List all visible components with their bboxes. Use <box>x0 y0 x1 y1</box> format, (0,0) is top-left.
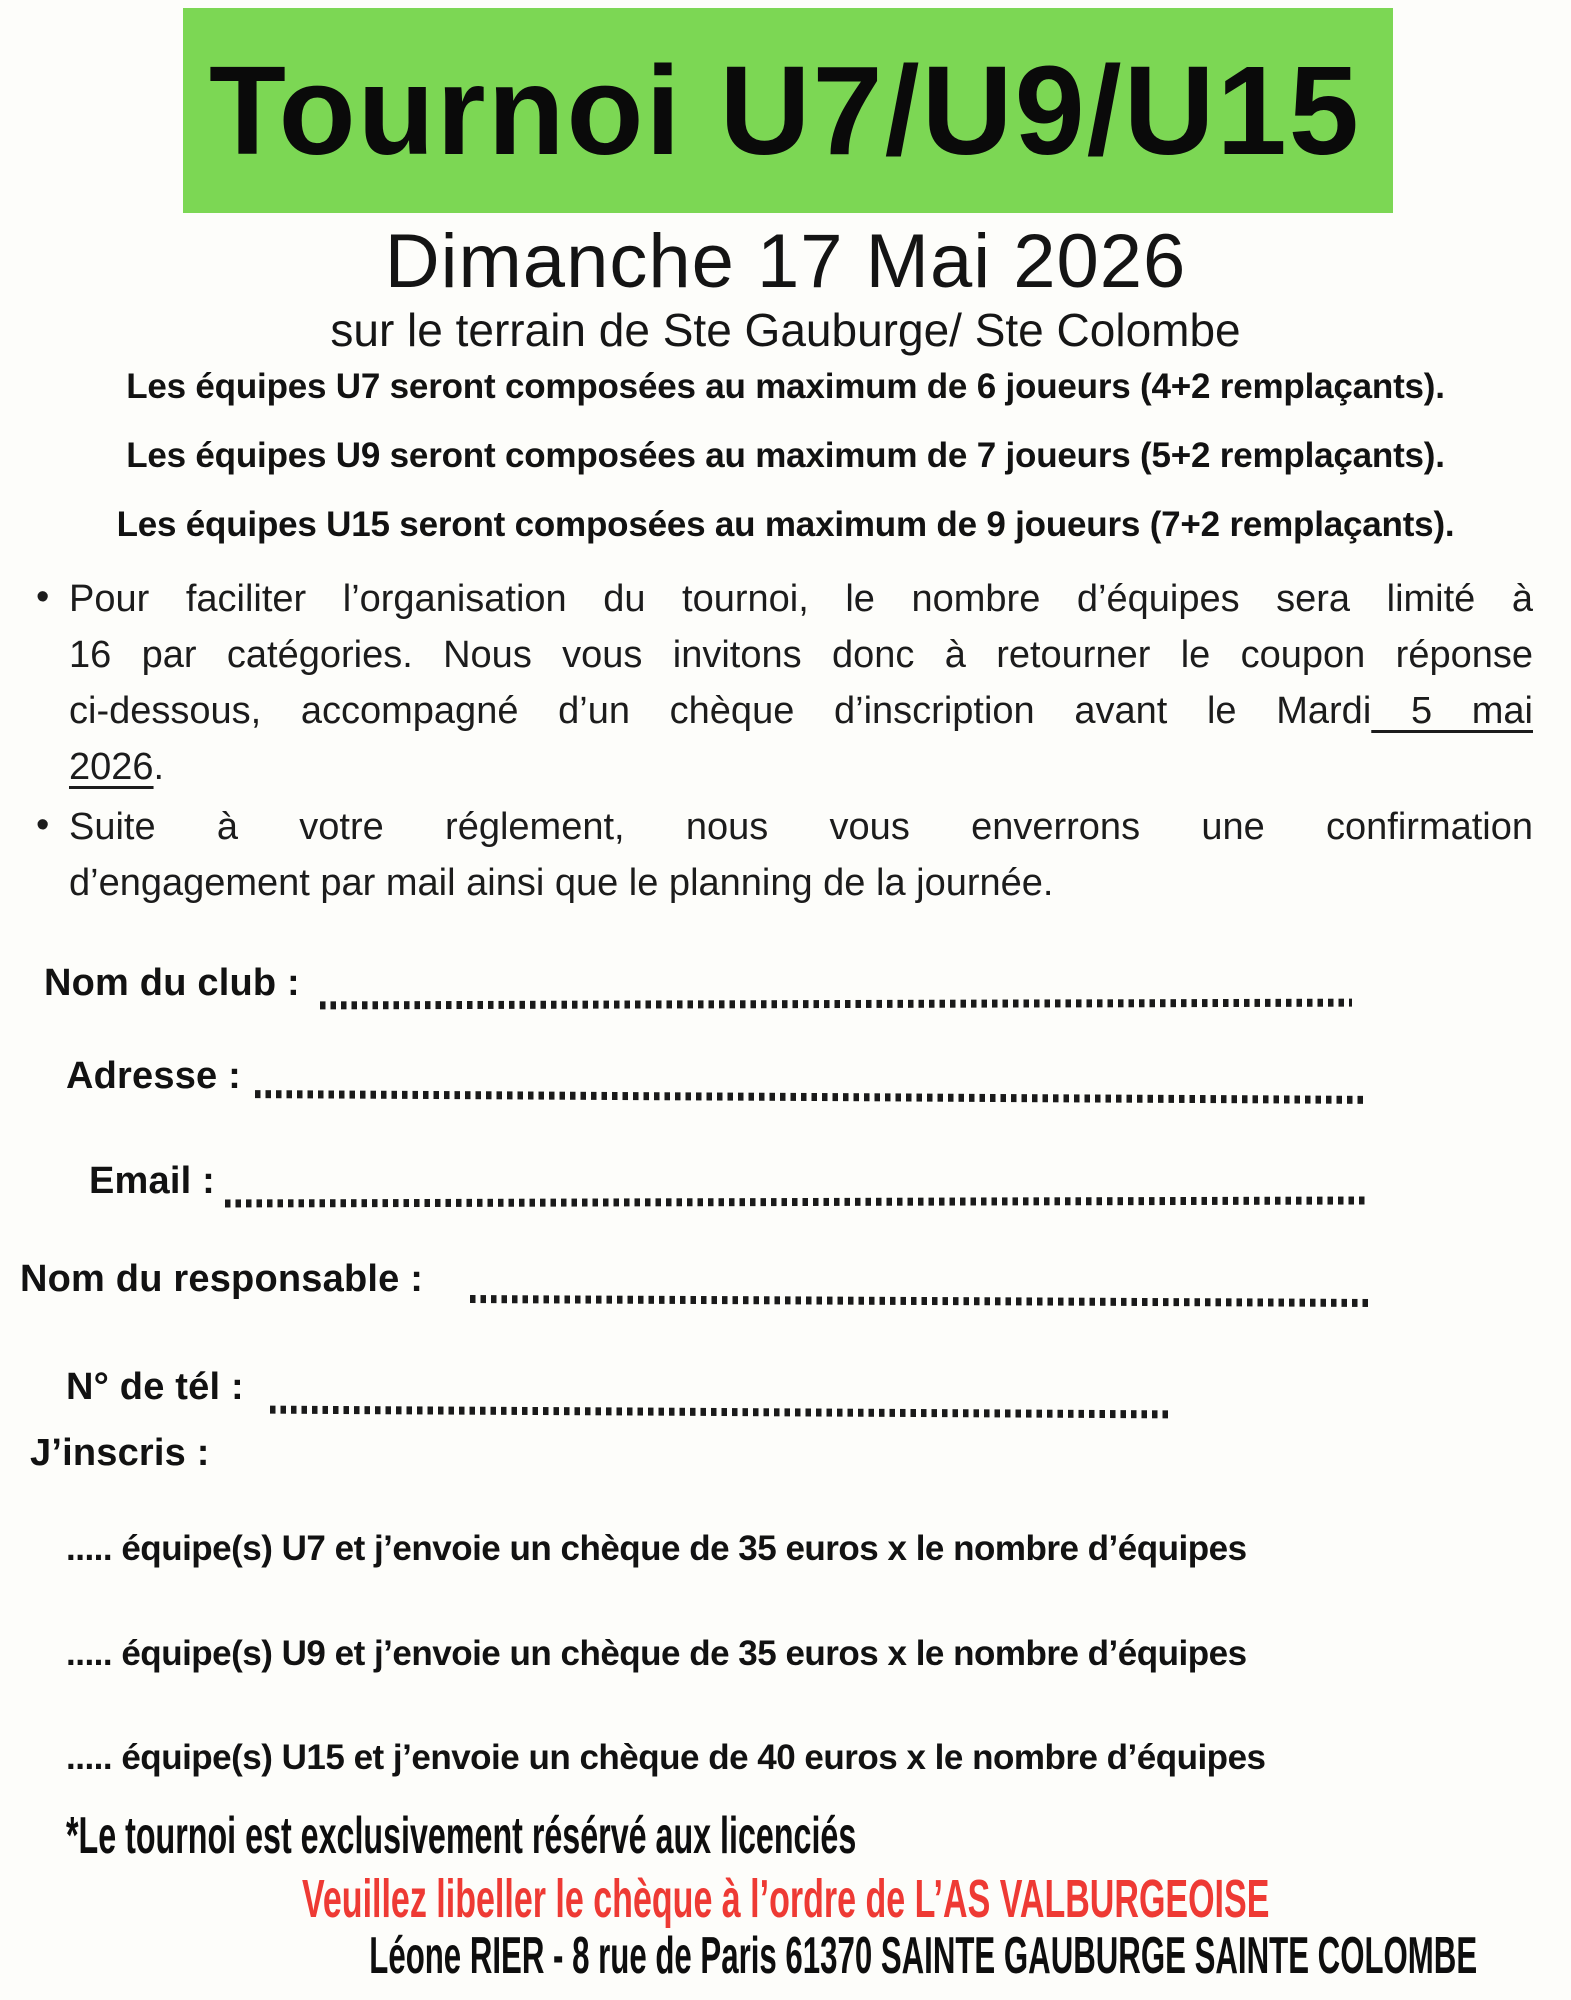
license-note <box>66 1806 1341 1866</box>
address-answer-line <box>255 1090 1367 1104</box>
paragraph-text: ci-dessous, accompagné d’un chèque d’inscription avant le Mardi <box>69 690 1372 732</box>
paragraph-line <box>69 683 1533 739</box>
field-label-phone: N° de tél : <box>66 1366 244 1408</box>
field-label-club-name: Nom du club : <box>44 962 300 1004</box>
team-rule-u15: Les équipes U15 seront composées au maximum de 9 joueurs (7+2 remplaçants). <box>116 505 1455 544</box>
title-banner <box>183 8 1393 213</box>
register-heading: J’inscris : <box>30 1432 210 1474</box>
paragraph-line <box>69 571 1533 627</box>
register-line-u9: ..... équipe(s) U9 et j’envoie un chèque de 35 euros x le nombre d’équipes <box>66 1634 1247 1673</box>
paragraph-text: 16 par catégories. Nous vous invitons donc à retourner le coupon réponse <box>69 634 1533 676</box>
field-label-address: Adresse : <box>66 1055 241 1097</box>
event-location: sur le terrain de Ste Gauburge/ Ste Colombe <box>330 304 1241 356</box>
info-bullet-list <box>36 571 1533 911</box>
paragraph-line: • Suite à votre réglement, nous vous enverrons une confirmation <box>69 806 1533 848</box>
paragraph-text: . <box>153 746 165 788</box>
deadline-underline: 5 mai <box>1371 690 1533 732</box>
page-title: Tournoi U7/U9/U15 <box>209 39 1361 181</box>
cheque-note-text: Veuillez libeller le chèque à l’ordre de L’AS VALBURGEOISE <box>301 1869 1270 1929</box>
email-answer-line <box>225 1197 1367 1208</box>
paragraph-line <box>69 627 1533 683</box>
paragraph-text: Pour faciliter l’organisation du tournoi, le nombre d’équipes sera limité à <box>69 578 1533 620</box>
field-label-manager-name: Nom du responsable : <box>20 1258 424 1300</box>
cheque-note <box>0 1868 1571 1930</box>
contact-address-text: Léone RIER - 8 rue de Paris 61370 SAINTE GAUBURGE SAINTE COLOMBE <box>369 1927 1478 1985</box>
manager-name-answer-line <box>470 1295 1372 1307</box>
register-line-u15: ..... équipe(s) U15 et j’envoie un chèque de 40 euros x le nombre d’équipes <box>66 1738 1266 1777</box>
team-rule-u9: Les équipes U9 seront composées au maximum de 7 joueurs (5+2 remplaçants). <box>126 436 1445 475</box>
bullet-registration-info <box>36 571 1533 795</box>
paragraph-line <box>69 739 1533 795</box>
event-date: Dimanche 17 Mai 2026 <box>384 219 1187 304</box>
contact-address <box>0 1926 1571 1986</box>
team-composition-rules <box>0 352 1571 559</box>
club-name-answer-line <box>320 999 1352 1010</box>
register-line-u7: ..... équipe(s) U7 et j’envoie un chèque de 35 euros x le nombre d’équipes <box>66 1529 1247 1568</box>
phone-answer-line <box>270 1406 1170 1419</box>
license-note-text: *Le tournoi est exclusivement résérvé aux licenciés <box>66 1807 857 1865</box>
deadline-underline: 2026 <box>69 746 154 788</box>
field-label-email: Email : <box>89 1160 215 1202</box>
team-rule-u7: Les équipes U7 seront composées au maximum de 6 joueurs (4+2 remplaçants). <box>126 367 1445 406</box>
paragraph-line: d’engagement par mail ainsi que le planning de la journée. <box>69 862 1054 904</box>
bullet-confirmation-info <box>36 799 1533 911</box>
